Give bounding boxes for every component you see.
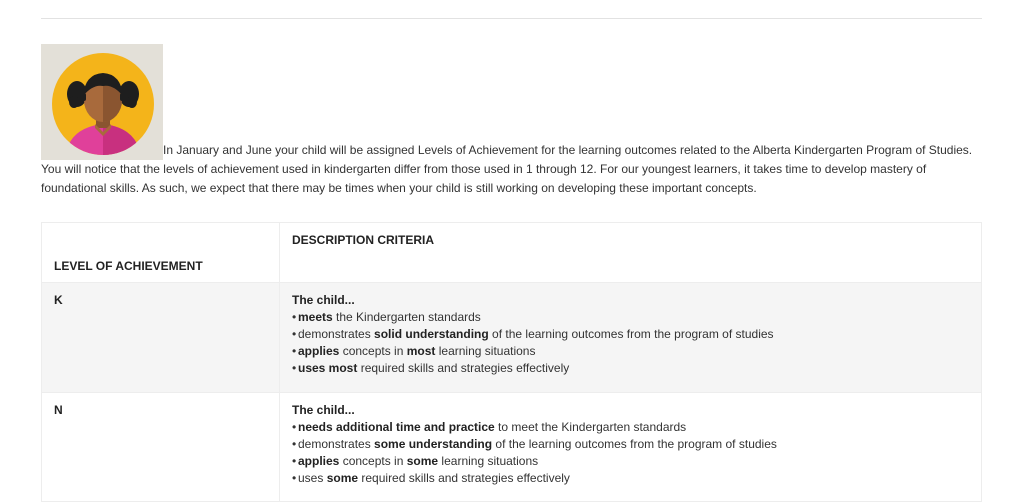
table-row [42, 283, 982, 393]
intro-text: In January and June your child will be assigned Levels of Achievement for the learning outcomes related to the Alberta Kindergarten Program of Studies. You will notice that the levels of achievement used in kindergarten differ from those used in 1 through 12. For our youngest learners, it takes time to develop mastery of foundational skills. As such, we expect that there may be times when your child is still working on developing these important concepts. [41, 143, 973, 195]
emphasis-text: applies [298, 344, 340, 358]
criteria-text: concepts in [339, 344, 407, 358]
criteria-text: required skills and strategies effectively [357, 361, 570, 375]
criteria-text: required skills and strategies effectively [358, 471, 570, 485]
divider [41, 18, 982, 19]
criteria-list [292, 309, 981, 377]
intro-paragraph [41, 44, 982, 198]
criteria-text: the Kindergarten standards [332, 310, 481, 324]
criteria-text: demonstrates [298, 327, 375, 341]
bullet-icon: • [292, 454, 297, 468]
criteria-item [292, 309, 981, 326]
description-lead: The child... [292, 403, 355, 417]
bullet-icon: • [292, 420, 297, 434]
header-level-of-achievement: LEVEL OF ACHIEVEMENT [42, 223, 280, 283]
bullet-icon: • [292, 310, 297, 324]
criteria-item [292, 470, 981, 487]
criteria-list [292, 419, 981, 487]
table-row [42, 393, 982, 502]
criteria-item [292, 343, 981, 360]
level-cell: N [42, 393, 280, 502]
table-header-row [42, 223, 982, 283]
emphasis-text: meets [298, 310, 333, 324]
achievement-table [41, 222, 982, 502]
emphasis-text: uses most [298, 361, 358, 375]
level-cell: K [42, 283, 280, 393]
criteria-item [292, 436, 981, 453]
emphasis-text: some understanding [374, 437, 493, 451]
emphasis-text: most [406, 344, 436, 358]
bullet-icon: • [292, 361, 297, 375]
criteria-text: learning situations [438, 454, 539, 468]
criteria-text: of the learning outcomes from the program of studies [492, 437, 777, 451]
child-avatar-icon [41, 44, 163, 160]
description-lead: The child... [292, 293, 355, 307]
criteria-item [292, 419, 981, 436]
criteria-text: learning situations [435, 344, 536, 358]
criteria-item [292, 453, 981, 470]
bullet-icon: • [292, 344, 297, 358]
criteria-item [292, 326, 981, 343]
bullet-icon: • [292, 437, 297, 451]
criteria-text: demonstrates [298, 437, 375, 451]
emphasis-text: solid understanding [374, 327, 489, 341]
criteria-item [292, 360, 981, 377]
emphasis-text: needs additional time and practice [298, 420, 495, 434]
criteria-text: of the learning outcomes from the program of studies [488, 327, 774, 341]
description-cell [280, 393, 982, 502]
emphasis-text: some [406, 454, 439, 468]
emphasis-text: some [326, 471, 359, 485]
criteria-text: concepts in [339, 454, 407, 468]
description-cell [280, 283, 982, 393]
bullet-icon: • [292, 471, 297, 485]
criteria-text: uses [298, 471, 327, 485]
emphasis-text: applies [298, 454, 340, 468]
bullet-icon: • [292, 327, 297, 341]
criteria-text: to meet the Kindergarten standards [494, 420, 687, 434]
header-description-criteria: DESCRIPTION CRITERIA [280, 223, 982, 283]
